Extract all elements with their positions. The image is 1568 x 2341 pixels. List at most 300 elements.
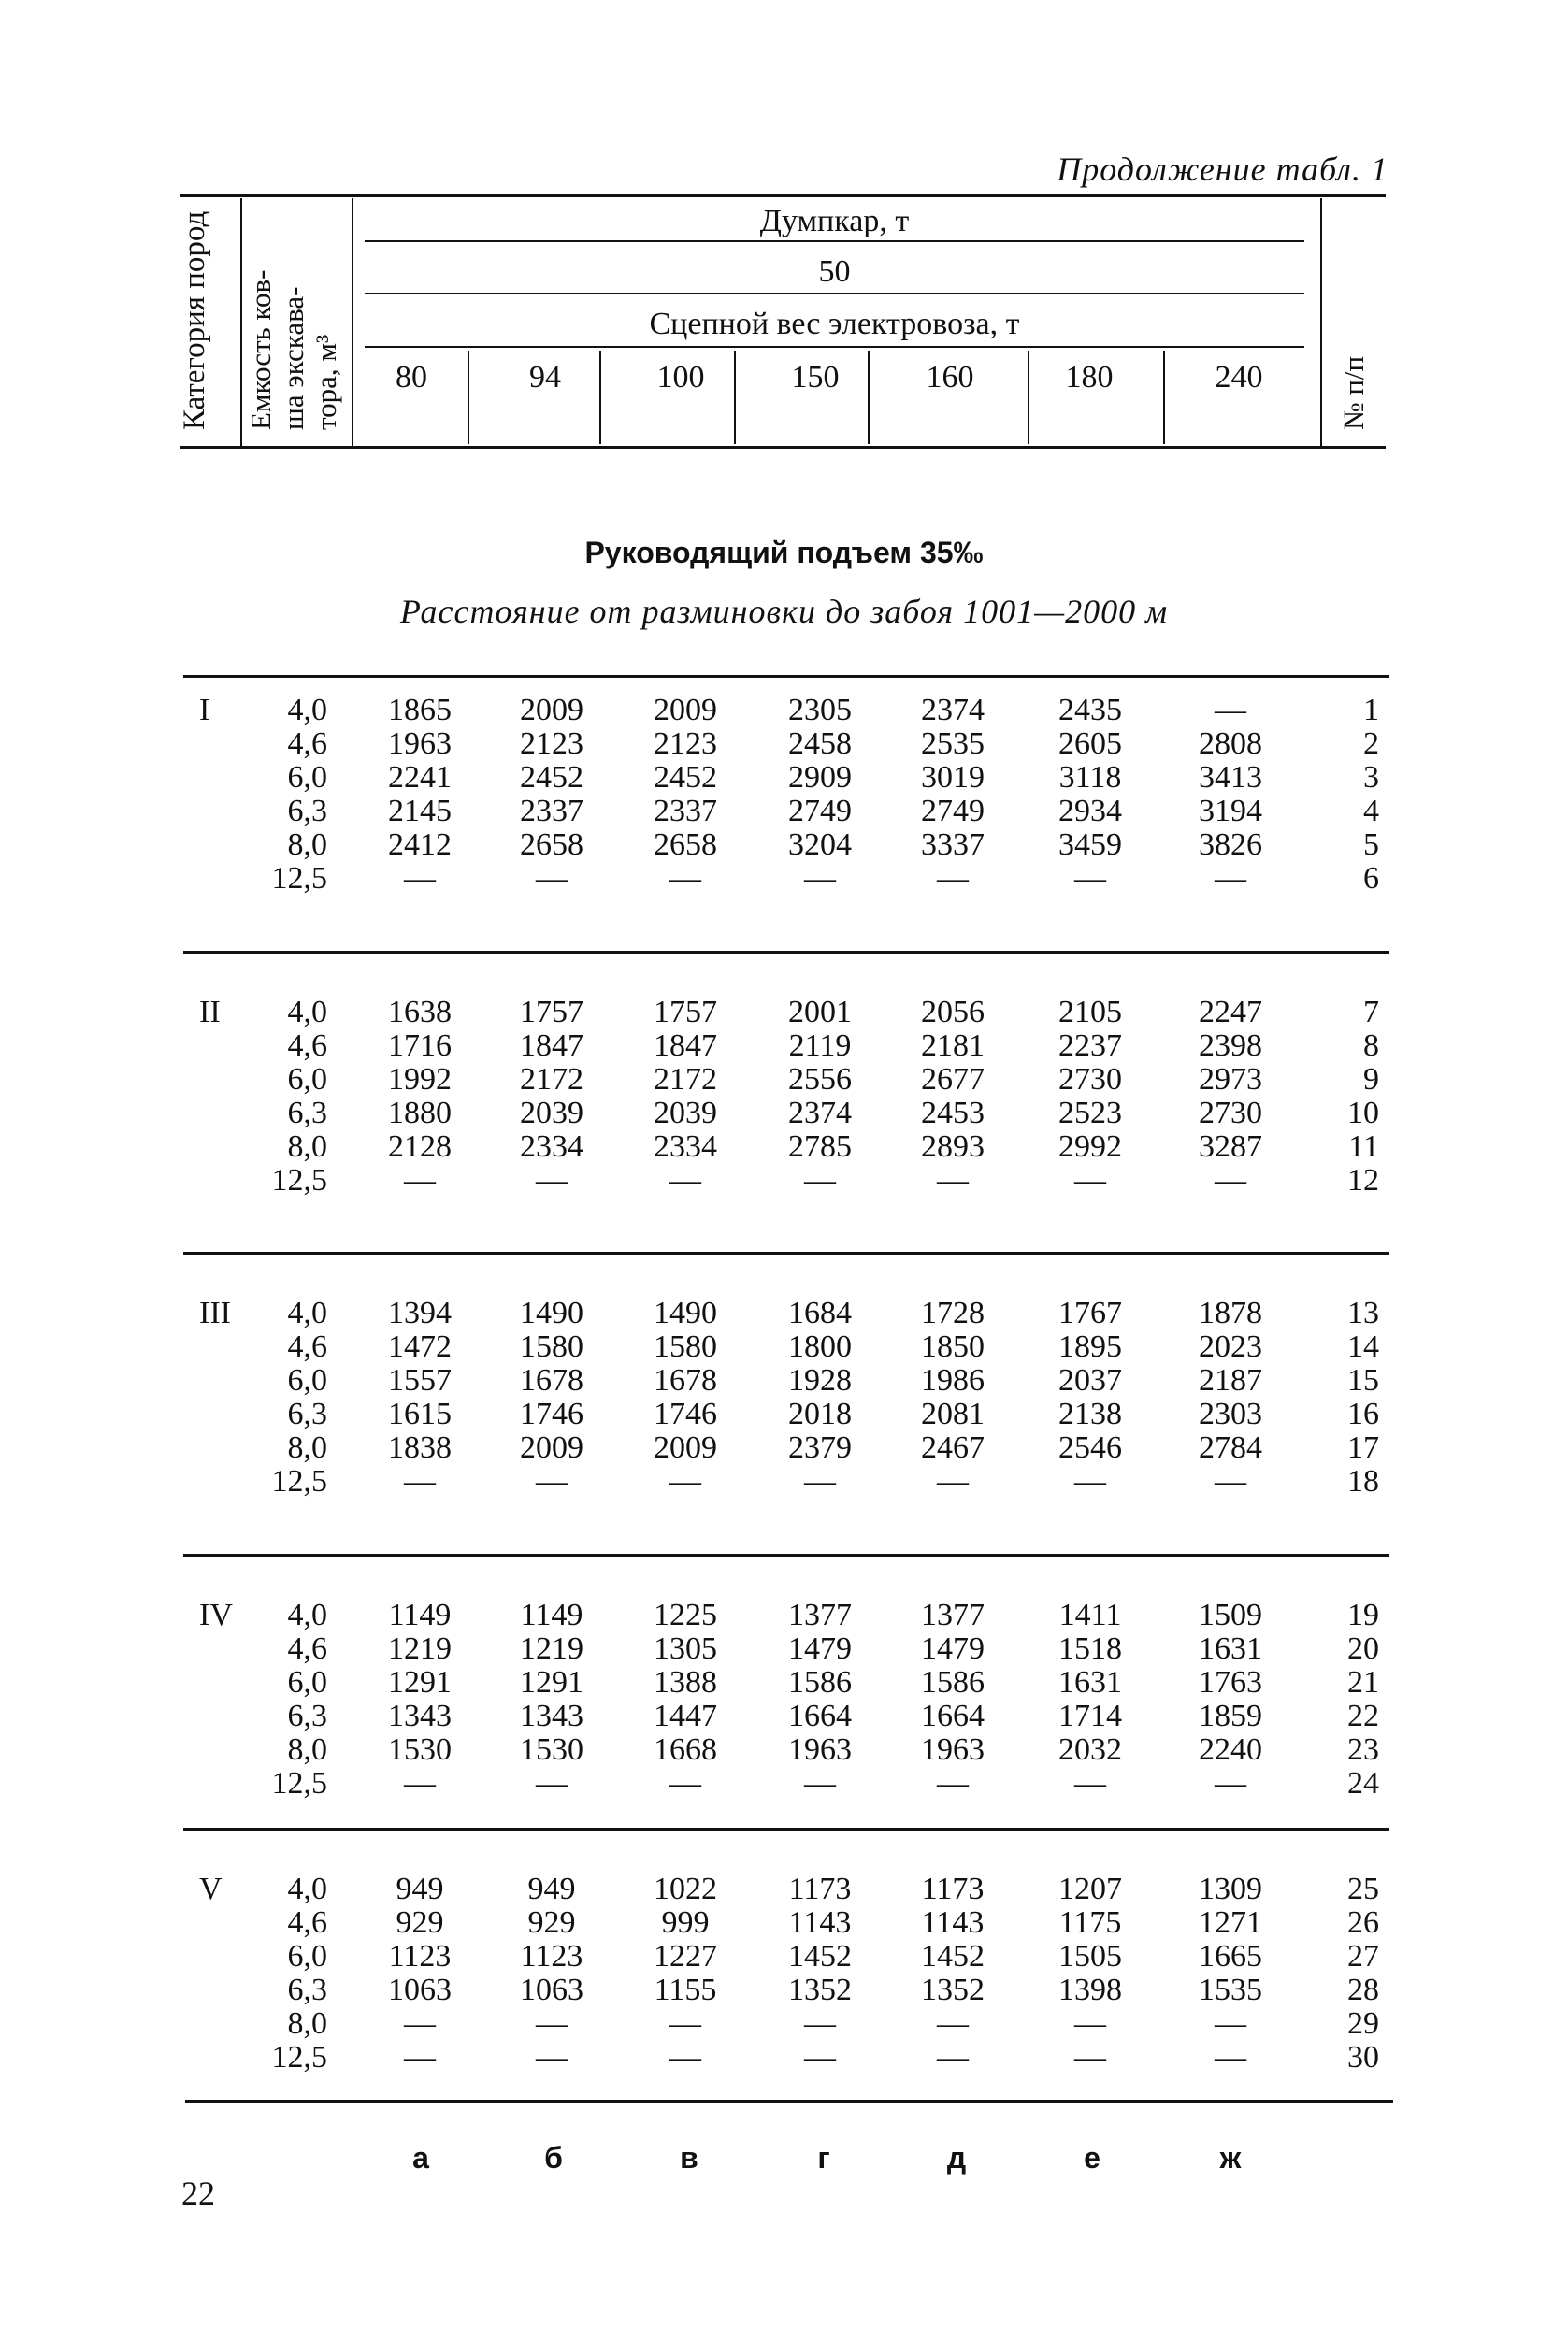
bucket-capacity: 12,5 bbox=[271, 861, 327, 896]
rock-category: II bbox=[199, 995, 221, 1029]
column-letter-a: а bbox=[412, 2141, 429, 2175]
bucket-capacity: 12,5 bbox=[271, 1464, 327, 1499]
col-divider-2 bbox=[599, 351, 601, 444]
bucket-capacity: 6,3 bbox=[287, 794, 327, 828]
table-cell: 2032 bbox=[1058, 1732, 1122, 1767]
table-cell: — bbox=[669, 1464, 701, 1499]
table-cell: 2784 bbox=[1199, 1430, 1262, 1465]
table-cell: 1865 bbox=[388, 693, 452, 727]
table-cell: 1291 bbox=[520, 1665, 583, 1700]
table-cell: — bbox=[536, 1464, 568, 1499]
table-cell: 1398 bbox=[1058, 1973, 1122, 2007]
table-cell: 1878 bbox=[1199, 1296, 1262, 1330]
table-row bbox=[0, 694, 1568, 727]
bucket-capacity: 6,0 bbox=[287, 1665, 327, 1700]
table-cell: 1291 bbox=[388, 1665, 452, 1700]
col-divider-6 bbox=[1163, 351, 1165, 444]
table-cell: 2119 bbox=[788, 1028, 852, 1063]
table-cell: 2605 bbox=[1058, 726, 1122, 761]
table-cell: 1859 bbox=[1199, 1699, 1262, 1733]
row-number: 28 bbox=[1347, 1973, 1379, 2007]
table-row bbox=[0, 996, 1568, 1029]
table-cell: 1557 bbox=[388, 1363, 452, 1398]
table-cell: 2123 bbox=[654, 726, 717, 761]
row-number: 22 bbox=[1347, 1699, 1379, 1733]
table-row bbox=[0, 1029, 1568, 1063]
loco-weight-d: 150 bbox=[791, 360, 840, 395]
table-cell: — bbox=[937, 1464, 969, 1499]
table-cell: 1173 bbox=[788, 1872, 852, 1906]
table-cell: 1123 bbox=[388, 1939, 452, 1974]
table-cell: — bbox=[804, 2006, 836, 2041]
table-cell: 2658 bbox=[520, 827, 583, 862]
row-number: 1 bbox=[1363, 693, 1379, 727]
capacity-header-line-2: ша экскава- bbox=[277, 286, 309, 430]
table-cell: 2001 bbox=[788, 995, 852, 1029]
table-cell: 2556 bbox=[788, 1062, 852, 1097]
table-cell: 1580 bbox=[654, 1329, 717, 1364]
dumpcar-value: 50 bbox=[818, 254, 851, 289]
table-cell: 2181 bbox=[921, 1028, 985, 1063]
column-letter-e: е bbox=[1084, 2141, 1100, 2175]
table-cell: 1767 bbox=[1058, 1296, 1122, 1330]
table-cell: 1664 bbox=[921, 1699, 985, 1733]
group-separator bbox=[183, 1828, 1389, 1831]
bucket-capacity: 12,5 bbox=[271, 1163, 327, 1198]
table-cell: 1411 bbox=[1058, 1598, 1122, 1632]
column-letter-v: в bbox=[680, 2141, 698, 2175]
table-cell: 1757 bbox=[520, 995, 583, 1029]
table-cell: — bbox=[669, 2006, 701, 2041]
header-top-rule bbox=[180, 194, 1386, 197]
rock-category: III bbox=[199, 1296, 231, 1330]
table-cell: 1271 bbox=[1199, 1905, 1262, 1940]
group-separator bbox=[183, 1554, 1389, 1557]
table-cell: 929 bbox=[527, 1905, 576, 1940]
bucket-capacity: 4,6 bbox=[287, 1631, 327, 1666]
table-cell: — bbox=[1215, 1464, 1246, 1499]
table-cell: 1800 bbox=[788, 1329, 852, 1364]
row-number: 15 bbox=[1347, 1363, 1379, 1398]
table-cell: 1850 bbox=[921, 1329, 985, 1364]
row-number: 2 bbox=[1363, 726, 1379, 761]
table-cell: — bbox=[937, 2040, 969, 2075]
table-cell: 2303 bbox=[1199, 1397, 1262, 1431]
table-cell: — bbox=[1074, 1464, 1106, 1499]
table-cell: 3118 bbox=[1058, 760, 1122, 795]
table-cell: 1615 bbox=[388, 1397, 452, 1431]
table-row bbox=[0, 1063, 1568, 1097]
table-cell: 3337 bbox=[921, 827, 985, 862]
bucket-capacity: 4,0 bbox=[287, 1598, 327, 1632]
table-cell: 1063 bbox=[388, 1973, 452, 2007]
table-cell: 2523 bbox=[1058, 1096, 1122, 1130]
loco-weight-g: 240 bbox=[1215, 360, 1263, 395]
table-cell: 1580 bbox=[520, 1329, 583, 1364]
table-cell: — bbox=[404, 2040, 436, 2075]
table-cell: 1963 bbox=[921, 1732, 985, 1767]
header-inner-rule-3 bbox=[365, 346, 1304, 348]
table-cell: 1631 bbox=[1058, 1665, 1122, 1700]
bucket-capacity: 4,6 bbox=[287, 726, 327, 761]
table-cell: 1479 bbox=[788, 1631, 852, 1666]
table-row bbox=[0, 828, 1568, 862]
bucket-capacity: 12,5 bbox=[271, 1766, 327, 1801]
table-cell: 2893 bbox=[921, 1129, 985, 1164]
loco-weight-f: 180 bbox=[1065, 360, 1114, 395]
header-divider-3 bbox=[1320, 198, 1322, 446]
table-cell: 2808 bbox=[1199, 726, 1262, 761]
table-cell: 2128 bbox=[388, 1129, 452, 1164]
table-cell: — bbox=[1215, 1766, 1246, 1801]
table-row bbox=[0, 1164, 1568, 1198]
header-bottom-rule bbox=[180, 446, 1386, 449]
table-cell: 1452 bbox=[788, 1939, 852, 1974]
row-number: 17 bbox=[1347, 1430, 1379, 1465]
bucket-capacity: 4,6 bbox=[287, 1028, 327, 1063]
table-cell: 2023 bbox=[1199, 1329, 1262, 1364]
row-number: 24 bbox=[1347, 1766, 1379, 1801]
table-cell: 949 bbox=[396, 1872, 444, 1906]
loco-weight-a: 80 bbox=[396, 360, 427, 395]
table-cell: 1847 bbox=[520, 1028, 583, 1063]
bucket-capacity: 4,0 bbox=[287, 995, 327, 1029]
table-cell: 1714 bbox=[1058, 1699, 1122, 1733]
table-row bbox=[0, 1906, 1568, 1940]
table-cell: 2467 bbox=[921, 1430, 985, 1465]
table-row bbox=[0, 1873, 1568, 1906]
table-cell: 1757 bbox=[654, 995, 717, 1029]
table-cell: 1586 bbox=[788, 1665, 852, 1700]
table-cell: — bbox=[1074, 2006, 1106, 2041]
table-cell: 999 bbox=[661, 1905, 710, 1940]
table-cell: 2105 bbox=[1058, 995, 1122, 1029]
table-cell: 1472 bbox=[388, 1329, 452, 1364]
row-number: 12 bbox=[1347, 1163, 1379, 1198]
bucket-capacity: 6,3 bbox=[287, 1096, 327, 1130]
table-cell: — bbox=[1215, 861, 1246, 896]
loco-weight-b: 94 bbox=[529, 360, 561, 395]
bucket-capacity: 12,5 bbox=[271, 2040, 327, 2075]
col-divider-3 bbox=[734, 351, 736, 444]
table-cell: 2009 bbox=[654, 693, 717, 727]
table-cell: 2337 bbox=[654, 794, 717, 828]
table-cell: — bbox=[804, 1766, 836, 1801]
table-cell: — bbox=[1215, 2006, 1246, 2041]
table-cell: 1716 bbox=[388, 1028, 452, 1063]
table-cell: 1309 bbox=[1199, 1872, 1262, 1906]
table-cell: 1746 bbox=[654, 1397, 717, 1431]
table-cell: 2658 bbox=[654, 827, 717, 862]
bucket-capacity: 6,0 bbox=[287, 1363, 327, 1398]
table-cell: 1986 bbox=[921, 1363, 985, 1398]
table-cell: 1479 bbox=[921, 1631, 985, 1666]
table-cell: 3413 bbox=[1199, 760, 1262, 795]
table-row bbox=[0, 795, 1568, 828]
table-cell: 2187 bbox=[1199, 1363, 1262, 1398]
table-cell: 2973 bbox=[1199, 1062, 1262, 1097]
table-cell: 1638 bbox=[388, 995, 452, 1029]
row-number: 4 bbox=[1363, 794, 1379, 828]
table-cell: 1490 bbox=[654, 1296, 717, 1330]
table-cell: — bbox=[937, 1766, 969, 1801]
table-cell: 2018 bbox=[788, 1397, 852, 1431]
table-cell: — bbox=[536, 1163, 568, 1198]
table-cell: 1763 bbox=[1199, 1665, 1262, 1700]
table-cell: 2453 bbox=[921, 1096, 985, 1130]
table-cell: — bbox=[804, 1464, 836, 1499]
table-cell: 3287 bbox=[1199, 1129, 1262, 1164]
table-cell: 2435 bbox=[1058, 693, 1122, 727]
table-cell: 1631 bbox=[1199, 1631, 1262, 1666]
table-cell: — bbox=[536, 1766, 568, 1801]
row-number: 25 bbox=[1347, 1872, 1379, 1906]
row-number: 8 bbox=[1363, 1028, 1379, 1063]
table-row bbox=[0, 1733, 1568, 1767]
table-cell: 1352 bbox=[788, 1973, 852, 2007]
table-cell: 3194 bbox=[1199, 794, 1262, 828]
bucket-capacity: 8,0 bbox=[287, 1129, 327, 1164]
row-number: 10 bbox=[1347, 1096, 1379, 1130]
table-cell: 2374 bbox=[921, 693, 985, 727]
row-number: 20 bbox=[1347, 1631, 1379, 1666]
row-number: 21 bbox=[1347, 1665, 1379, 1700]
bucket-capacity: 4,6 bbox=[287, 1905, 327, 1940]
table-cell: 1219 bbox=[388, 1631, 452, 1666]
bucket-capacity: 8,0 bbox=[287, 827, 327, 862]
table-cell: 2009 bbox=[654, 1430, 717, 1465]
table-row bbox=[0, 862, 1568, 896]
table-row bbox=[0, 727, 1568, 761]
bucket-capacity: 6,0 bbox=[287, 1062, 327, 1097]
table-cell: 1155 bbox=[654, 1973, 717, 2007]
bucket-capacity: 6,0 bbox=[287, 1939, 327, 1974]
table-cell: 3826 bbox=[1199, 827, 1262, 862]
table-cell: — bbox=[404, 861, 436, 896]
table-cell: — bbox=[804, 2040, 836, 2075]
table-cell: 2037 bbox=[1058, 1363, 1122, 1398]
table-cell: 1143 bbox=[788, 1905, 852, 1940]
table-cell: 2452 bbox=[520, 760, 583, 795]
table-cell: — bbox=[937, 1163, 969, 1198]
table-cell: — bbox=[669, 1766, 701, 1801]
table-cell: 1452 bbox=[921, 1939, 985, 1974]
category-header: Категория пород bbox=[178, 210, 211, 430]
table-cell: 1746 bbox=[520, 1397, 583, 1431]
table-cell: 1377 bbox=[788, 1598, 852, 1632]
bucket-capacity: 8,0 bbox=[287, 1732, 327, 1767]
table-cell: 2992 bbox=[1058, 1129, 1122, 1164]
table-cell: 2749 bbox=[921, 794, 985, 828]
table-bottom-rule bbox=[185, 2100, 1393, 2103]
table-cell: 2241 bbox=[388, 760, 452, 795]
header-divider-1 bbox=[240, 198, 242, 446]
table-cell: 1664 bbox=[788, 1699, 852, 1733]
table-row bbox=[0, 2007, 1568, 2041]
table-cell: — bbox=[404, 1464, 436, 1499]
table-cell: — bbox=[937, 861, 969, 896]
table-cell: 1063 bbox=[520, 1973, 583, 2007]
column-letter-b: б bbox=[544, 2141, 563, 2175]
table-cell: 1665 bbox=[1199, 1939, 1262, 1974]
table-cell: 1505 bbox=[1058, 1939, 1122, 1974]
header-divider-2 bbox=[352, 198, 353, 446]
table-cell: 1173 bbox=[921, 1872, 985, 1906]
row-number: 9 bbox=[1363, 1062, 1379, 1097]
group-separator bbox=[183, 1252, 1389, 1255]
row-number: 16 bbox=[1347, 1397, 1379, 1431]
table-cell: 2379 bbox=[788, 1430, 852, 1465]
table-cell: 2730 bbox=[1058, 1062, 1122, 1097]
table-cell: 1149 bbox=[388, 1598, 452, 1632]
dumpcar-label: Думпкар, т bbox=[759, 204, 910, 238]
table-cell: 2305 bbox=[788, 693, 852, 727]
row-number: 29 bbox=[1347, 2006, 1379, 2041]
table-cell: 1225 bbox=[654, 1598, 717, 1632]
table-cell: 3459 bbox=[1058, 827, 1122, 862]
table-cell: 1728 bbox=[921, 1296, 985, 1330]
rock-category: I bbox=[199, 693, 210, 727]
bucket-capacity: 6,0 bbox=[287, 760, 327, 795]
table-cell: — bbox=[404, 1766, 436, 1801]
table-cell: 1394 bbox=[388, 1296, 452, 1330]
table-cell: 929 bbox=[396, 1905, 444, 1940]
rock-category: IV bbox=[199, 1598, 233, 1632]
row-number: 27 bbox=[1347, 1939, 1379, 1974]
row-number: 11 bbox=[1348, 1129, 1379, 1164]
table-cell: — bbox=[536, 2040, 568, 2075]
table-cell: — bbox=[669, 1163, 701, 1198]
column-letter-g: г bbox=[817, 2141, 830, 2175]
bucket-capacity: 6,3 bbox=[287, 1397, 327, 1431]
loco-weight-label: Сцепной вес электровоза, т bbox=[649, 307, 1020, 341]
row-number-header: № п/п bbox=[1337, 355, 1370, 430]
table-cell: 2374 bbox=[788, 1096, 852, 1130]
row-number: 30 bbox=[1347, 2040, 1379, 2075]
rock-category: V bbox=[199, 1872, 223, 1906]
table-cell: — bbox=[404, 2006, 436, 2041]
table-row bbox=[0, 1700, 1568, 1733]
bucket-capacity: 6,3 bbox=[287, 1699, 327, 1733]
table-row bbox=[0, 1974, 1568, 2007]
table-row bbox=[0, 1297, 1568, 1330]
table-cell: 1343 bbox=[388, 1699, 452, 1733]
table-cell: 2237 bbox=[1058, 1028, 1122, 1063]
table-cell: 2138 bbox=[1058, 1397, 1122, 1431]
row-number: 18 bbox=[1347, 1464, 1379, 1499]
table-row bbox=[0, 1632, 1568, 1666]
table-cell: 1678 bbox=[654, 1363, 717, 1398]
table-cell: — bbox=[1215, 1163, 1246, 1198]
row-number: 26 bbox=[1347, 1905, 1379, 1940]
table-cell: 2240 bbox=[1199, 1732, 1262, 1767]
table-cell: 2398 bbox=[1199, 1028, 1262, 1063]
table-cell: 1388 bbox=[654, 1665, 717, 1700]
table-cell: 2009 bbox=[520, 1430, 583, 1465]
table-cell: 2334 bbox=[654, 1129, 717, 1164]
table-cell: — bbox=[1074, 1163, 1106, 1198]
table-cell: 2458 bbox=[788, 726, 852, 761]
table-cell: 2334 bbox=[520, 1129, 583, 1164]
table-cell: 1518 bbox=[1058, 1631, 1122, 1666]
table-cell: 1684 bbox=[788, 1296, 852, 1330]
table-cell: — bbox=[804, 861, 836, 896]
table-cell: 1530 bbox=[388, 1732, 452, 1767]
table-cell: — bbox=[1074, 2040, 1106, 2075]
table-row bbox=[0, 1767, 1568, 1801]
table-cell: 2337 bbox=[520, 794, 583, 828]
table-cell: 3019 bbox=[921, 760, 985, 795]
row-number: 19 bbox=[1347, 1598, 1379, 1632]
table-cell: 1175 bbox=[1058, 1905, 1122, 1940]
table-cell: 2785 bbox=[788, 1129, 852, 1164]
table-cell: 1586 bbox=[921, 1665, 985, 1700]
table-row bbox=[0, 1599, 1568, 1632]
table-cell: 2412 bbox=[388, 827, 452, 862]
table-cell: 1535 bbox=[1199, 1973, 1262, 2007]
row-number: 13 bbox=[1347, 1296, 1379, 1330]
table-cell: — bbox=[536, 2006, 568, 2041]
table-cell: 949 bbox=[527, 1872, 576, 1906]
column-letter-d: д bbox=[946, 2141, 967, 2175]
table-cell: 1847 bbox=[654, 1028, 717, 1063]
bucket-capacity: 8,0 bbox=[287, 2006, 327, 2041]
table-row bbox=[0, 1364, 1568, 1398]
table-cell: 1143 bbox=[921, 1905, 985, 1940]
table-cell: 2123 bbox=[520, 726, 583, 761]
table-cell: — bbox=[404, 1163, 436, 1198]
bucket-capacity: 4,0 bbox=[287, 693, 327, 727]
table-cell: 1490 bbox=[520, 1296, 583, 1330]
table-cell: — bbox=[669, 2040, 701, 2075]
table-cell: 2909 bbox=[788, 760, 852, 795]
bucket-capacity: 4,0 bbox=[287, 1296, 327, 1330]
table-cell: 2730 bbox=[1199, 1096, 1262, 1130]
table-cell: 1227 bbox=[654, 1939, 717, 1974]
table-cell: — bbox=[1215, 693, 1246, 727]
table-cell: — bbox=[1215, 2040, 1246, 2075]
table-row bbox=[0, 1097, 1568, 1130]
table-cell: 2039 bbox=[654, 1096, 717, 1130]
table-cell: — bbox=[669, 861, 701, 896]
bucket-capacity: 4,0 bbox=[287, 1872, 327, 1906]
table-row bbox=[0, 1940, 1568, 1974]
table-cell: 1509 bbox=[1199, 1598, 1262, 1632]
table-cell: 2039 bbox=[520, 1096, 583, 1130]
table-cell: — bbox=[804, 1163, 836, 1198]
table-cell: 1377 bbox=[921, 1598, 985, 1632]
table-cell: 1207 bbox=[1058, 1872, 1122, 1906]
capacity-header-line-3: тора, м³ bbox=[309, 334, 342, 430]
table-cell: 2749 bbox=[788, 794, 852, 828]
table-row bbox=[0, 1330, 1568, 1364]
table-cell: 2934 bbox=[1058, 794, 1122, 828]
table-top-rule bbox=[183, 675, 1389, 678]
table-cell: 1530 bbox=[520, 1732, 583, 1767]
capacity-header-line-1: Емкость ков- bbox=[244, 269, 277, 430]
table-cell: 2677 bbox=[921, 1062, 985, 1097]
header-inner-rule-2 bbox=[365, 293, 1304, 294]
row-number: 7 bbox=[1363, 995, 1379, 1029]
table-row bbox=[0, 1465, 1568, 1499]
table-cell: 1022 bbox=[654, 1872, 717, 1906]
row-number: 5 bbox=[1363, 827, 1379, 862]
table-cell: — bbox=[1074, 1766, 1106, 1801]
loco-weight-e: 160 bbox=[926, 360, 974, 395]
column-letter-zh: ж bbox=[1219, 2141, 1242, 2175]
table-cell: 1928 bbox=[788, 1363, 852, 1398]
table-cell: 2535 bbox=[921, 726, 985, 761]
